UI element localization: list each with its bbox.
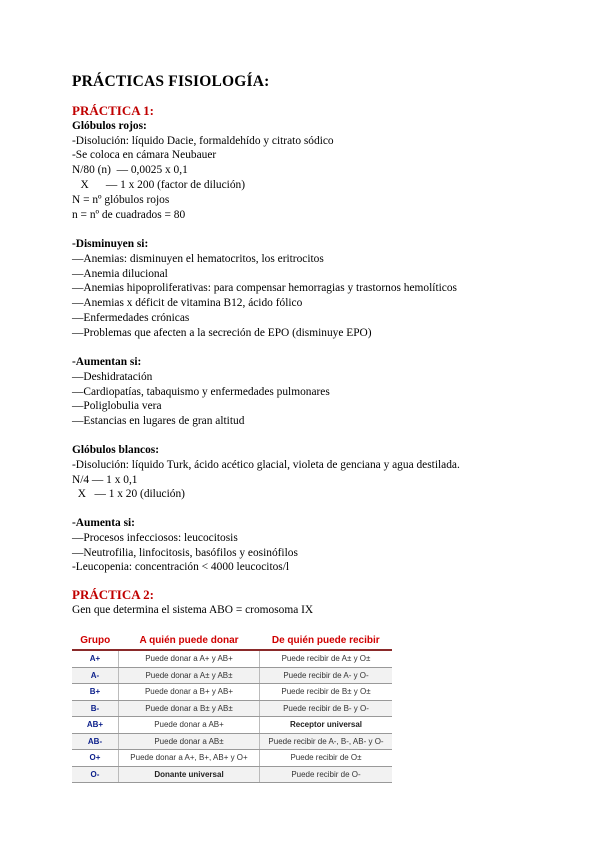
cell-recibir: Puede recibir de O± — [260, 750, 393, 767]
aumenta-section — [72, 516, 298, 575]
table-row — [72, 733, 392, 750]
cell-recibir: Receptor universal — [260, 717, 393, 734]
table-header-row — [72, 632, 392, 650]
cell-grupo: A- — [72, 667, 119, 684]
aumenta-title: -Aumenta si: — [72, 517, 135, 529]
cell-donar: Puede donar a B± y AB± — [119, 700, 260, 717]
disminuyen-section — [72, 237, 457, 341]
practica-2-section — [72, 588, 313, 618]
disminuyen-line: —Problemas que afecten a la secreción de EPO (disminuye EPO) — [72, 326, 372, 339]
table-row — [72, 667, 392, 684]
aumentan-section — [72, 355, 330, 429]
practica-1-section — [72, 104, 334, 222]
aumenta-line: —Procesos infecciosos: leucocitosis — [72, 531, 238, 544]
aumenta-line: -Leucopenia: concentración < 4000 leucocitos/l — [72, 561, 290, 574]
globulos-blancos-section — [72, 443, 460, 502]
aumentan-line: —Estancias en lugares de gran altitud — [72, 415, 245, 428]
aumentan-line: —Poliglobulia vera — [72, 400, 162, 413]
practica-1-heading: PRÁCTICA 1: — [72, 103, 154, 118]
practica-2-heading: PRÁCTICA 2: — [72, 587, 154, 602]
cell-grupo: B+ — [72, 684, 119, 701]
blancos-line: N/4 — 1 x 0,1 — [72, 473, 138, 486]
disminuyen-line: —Anemias x déficit de vitamina B12, ácido fólico — [72, 297, 303, 310]
abo-compatibility-table — [72, 632, 392, 783]
disminuyen-line: —Anemias hipoproliferativas: para compensar hemorragias y trastornos hemolíticos — [72, 282, 457, 295]
cell-donar: Puede donar a AB± — [119, 733, 260, 750]
disminuyen-line: —Anemia dilucional — [72, 267, 168, 280]
rojos-line: N = nº glóbulos rojos — [72, 193, 170, 206]
document-title: PRÁCTICAS FISIOLOGÍA: — [72, 73, 270, 90]
practica-2-intro: Gen que determina el sistema ABO = cromosoma IX — [72, 603, 314, 616]
cell-recibir: Puede recibir de A± y O± — [260, 650, 393, 667]
cell-donar: Puede donar a AB+ — [119, 717, 260, 734]
cell-recibir: Puede recibir de B- y O- — [260, 700, 393, 717]
blancos-line: X — 1 x 20 (dilución) — [72, 488, 185, 501]
disminuyen-line: —Enfermedades crónicas — [72, 311, 190, 324]
blancos-line: -Disolución: líquido Turk, ácido acético glacial, violeta de genciana y agua destilada. — [72, 458, 460, 471]
rojos-line: N/80 (n) — 0,0025 x 0,1 — [72, 164, 188, 177]
rojos-line: -Disolución: líquido Dacie, formaldehído y citrato sódico — [72, 134, 334, 147]
aumentan-line: —Cardiopatías, tabaquismo y enfermedades pulmonares — [72, 385, 330, 398]
cell-grupo: O- — [72, 766, 119, 783]
aumentan-line: —Deshidratación — [72, 370, 153, 383]
table-row — [72, 700, 392, 717]
cell-recibir: Puede recibir de A- y O- — [260, 667, 393, 684]
globulos-rojos-title: Glóbulos rojos: — [72, 119, 147, 132]
rojos-line: -Se coloca en cámara Neubauer — [72, 149, 217, 162]
cell-grupo: O+ — [72, 750, 119, 767]
disminuyen-title: -Disminuyen si: — [72, 238, 149, 250]
cell-grupo: AB- — [72, 733, 119, 750]
cell-grupo: B- — [72, 700, 119, 717]
cell-recibir: Puede recibir de A-, B-, AB- y O- — [260, 733, 393, 750]
table-row — [72, 650, 392, 667]
header-recibir: De quién puede recibir — [260, 632, 393, 650]
cell-donar: Puede donar a A± y AB± — [119, 667, 260, 684]
cell-recibir: Puede recibir de O- — [260, 766, 393, 783]
aumenta-line: —Neutrofilia, linfocitosis, basófilos y eosinófilos — [72, 546, 298, 559]
table-row — [72, 750, 392, 767]
cell-grupo: A+ — [72, 650, 119, 667]
cell-grupo: AB+ — [72, 717, 119, 734]
table-row — [72, 717, 392, 734]
disminuyen-line: —Anemias: disminuyen el hematocritos, los eritrocitos — [72, 252, 324, 265]
rojos-line: X — 1 x 200 (factor de dilución) — [72, 178, 246, 191]
rojos-line: n = nº de cuadrados = 80 — [72, 208, 186, 221]
cell-recibir: Puede recibir de B± y O± — [260, 684, 393, 701]
cell-donar: Donante universal — [119, 766, 260, 783]
aumentan-title: -Aumentan si: — [72, 356, 142, 368]
cell-donar: Puede donar a B+ y AB+ — [119, 684, 260, 701]
header-donar: A quién puede donar — [119, 632, 260, 650]
header-grupo: Grupo — [72, 632, 119, 650]
cell-donar: Puede donar a A+, B+, AB+ y O+ — [119, 750, 260, 767]
globulos-blancos-title: Glóbulos blancos: — [72, 444, 160, 456]
table-row — [72, 766, 392, 783]
cell-donar: Puede donar a A+ y AB+ — [119, 650, 260, 667]
table-row — [72, 684, 392, 701]
